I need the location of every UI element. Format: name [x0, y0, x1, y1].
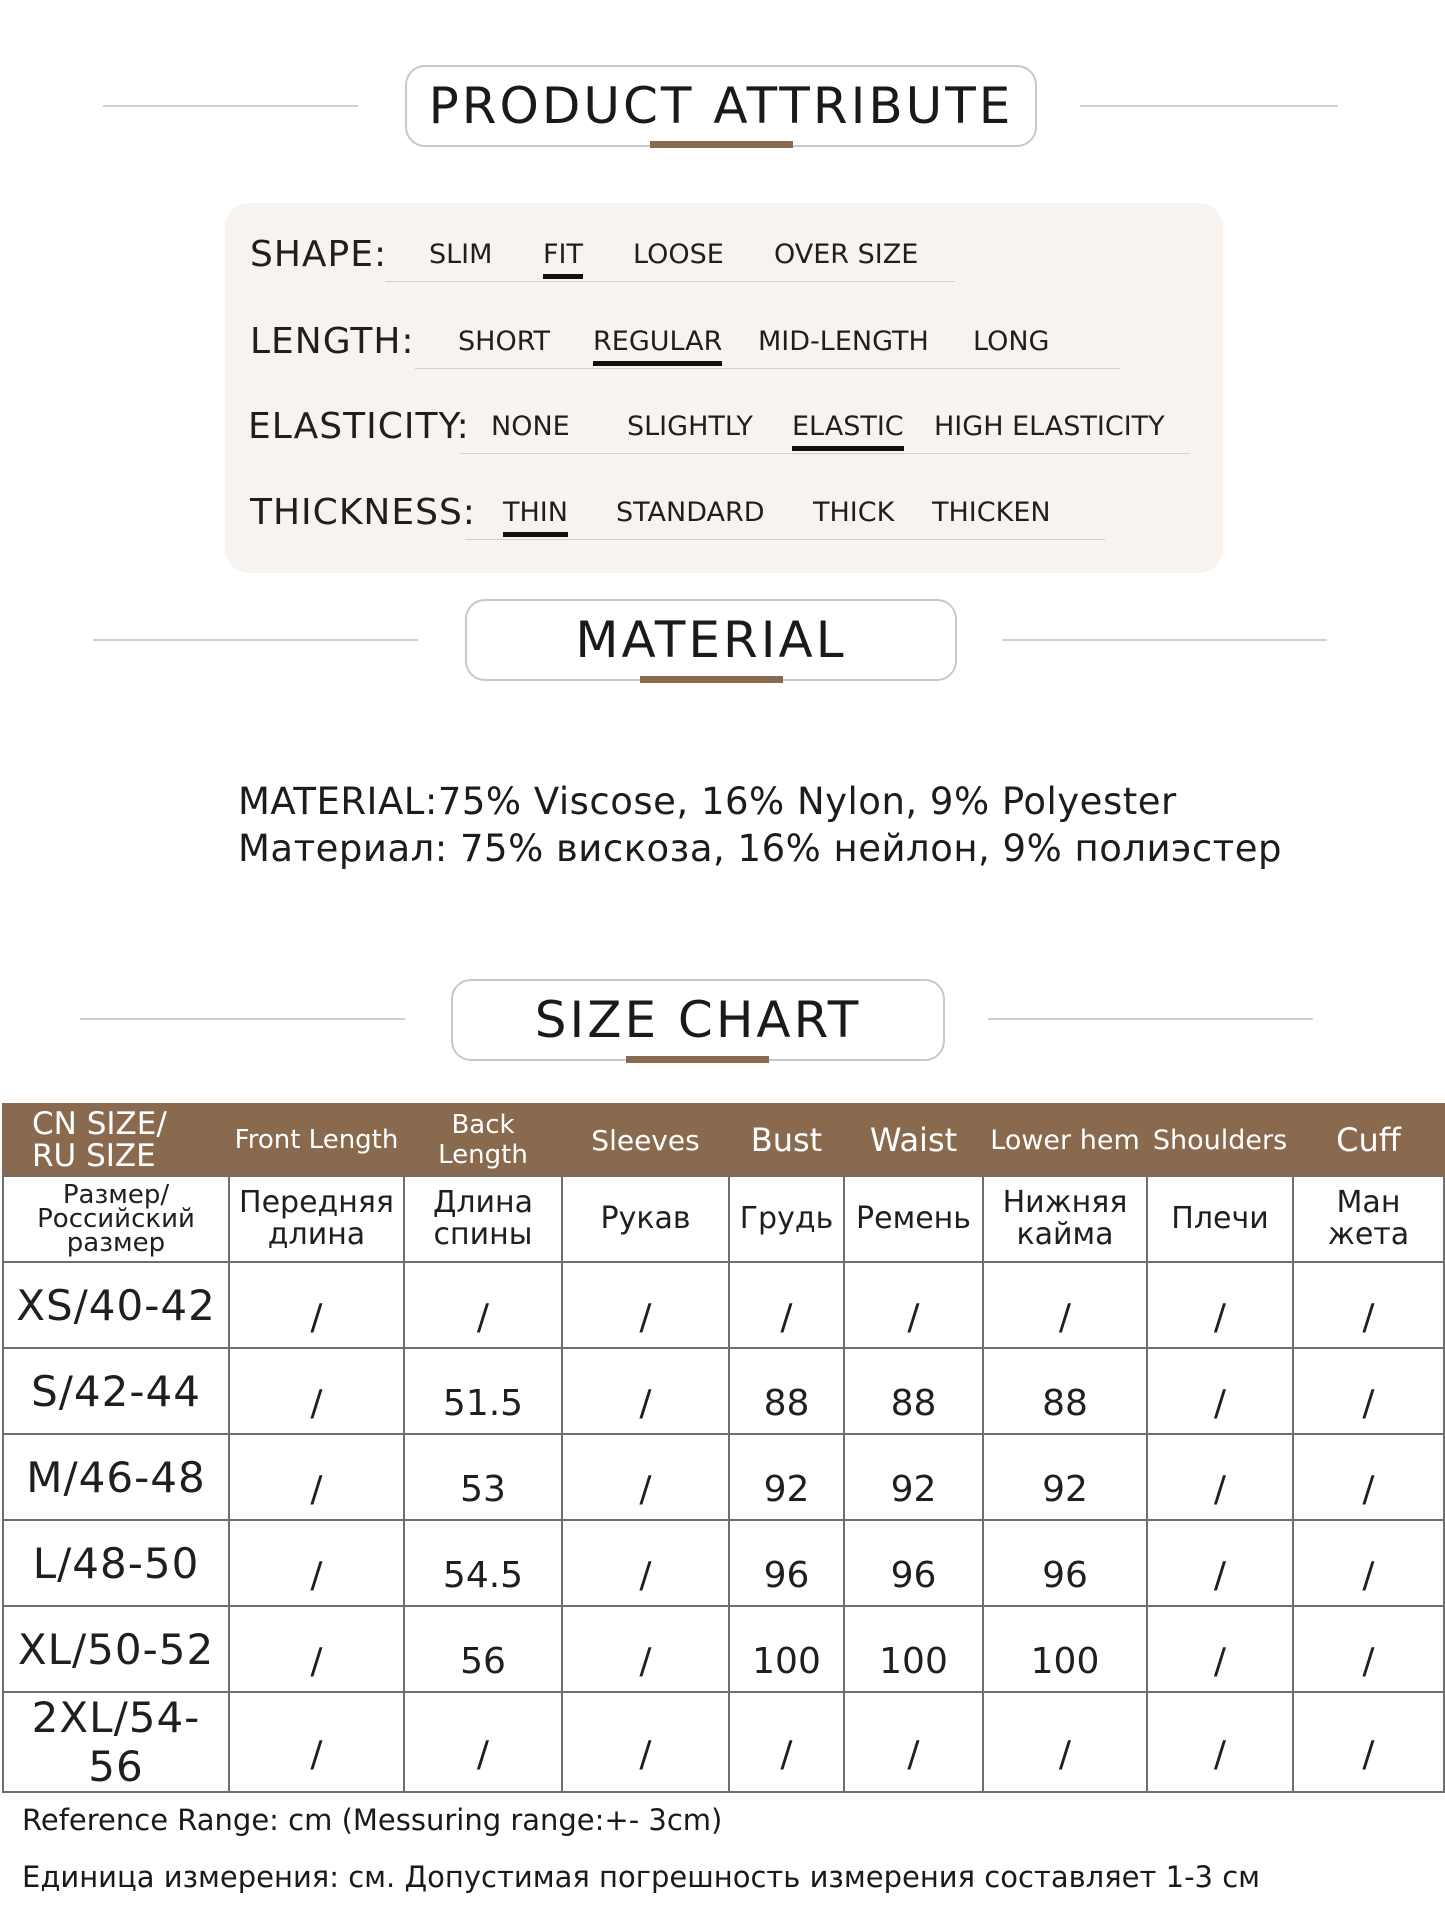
divider-line — [80, 1018, 405, 1020]
attribute-label: THICKNESS: — [250, 492, 476, 533]
table-cell: / — [1293, 1262, 1444, 1348]
table-cell-size: 2XL/54-56 — [3, 1692, 229, 1792]
table-cell: / — [844, 1692, 983, 1792]
table-cell: / — [1147, 1606, 1293, 1692]
table-row — [3, 1606, 1444, 1692]
column-header: Sleeves — [562, 1104, 729, 1176]
table-row — [3, 1262, 1444, 1348]
table-cell: / — [562, 1692, 729, 1792]
table-cell: 92 — [983, 1434, 1147, 1520]
attribute-option: MID-LENGTH — [758, 326, 929, 357]
attribute-option-selected: FIT — [543, 239, 583, 270]
attribute-option: STANDARD — [616, 497, 765, 528]
table-cell: / — [229, 1606, 404, 1692]
table-cell: / — [729, 1262, 844, 1348]
table-row — [3, 1434, 1444, 1520]
table-cell: / — [404, 1692, 562, 1792]
attribute-option: SLIGHTLY — [627, 411, 753, 442]
divider-line — [93, 639, 418, 641]
table-cell: / — [229, 1262, 404, 1348]
table-cell: Ремень — [844, 1176, 983, 1262]
table-cell: 54.5 — [404, 1520, 562, 1606]
attribute-row-shape — [225, 229, 1223, 289]
material-text-ru: Материал: 75% вискоза, 16% нейлон, 9% полиэстер — [238, 827, 1282, 870]
table-cell: / — [1293, 1692, 1444, 1792]
table-cell: / — [1293, 1348, 1444, 1434]
table-cell: / — [229, 1348, 404, 1434]
table-cell: 56 — [404, 1606, 562, 1692]
reference-note-en: Reference Range: cm (Messuring range:+- 3cm) — [22, 1803, 723, 1837]
divider-line — [1002, 639, 1327, 641]
attribute-option: LONG — [973, 326, 1050, 357]
table-cell: Грудь — [729, 1176, 844, 1262]
table-cell: 88 — [729, 1348, 844, 1434]
table-cell: / — [729, 1692, 844, 1792]
table-cell: Длина спины — [404, 1176, 562, 1262]
divider-line — [103, 105, 358, 107]
material-text-en: MATERIAL:75% Viscose, 16% Nylon, 9% Polyester — [238, 780, 1177, 823]
table-row — [3, 1348, 1444, 1434]
table-cell: / — [1147, 1434, 1293, 1520]
attribute-row-thickness — [225, 487, 1223, 547]
column-header: Bust — [729, 1104, 844, 1176]
table-row — [3, 1692, 1444, 1792]
table-cell: / — [562, 1348, 729, 1434]
table-cell: / — [229, 1520, 404, 1606]
column-header: Back Length — [404, 1104, 562, 1176]
table-cell: 53 — [404, 1434, 562, 1520]
table-cell: / — [562, 1606, 729, 1692]
attribute-option-selected: ELASTIC — [792, 411, 904, 442]
attribute-option: OVER SIZE — [774, 239, 919, 270]
table-cell: 92 — [729, 1434, 844, 1520]
column-header — [3, 1104, 229, 1176]
table-row-ru-header — [3, 1176, 1444, 1262]
table-row — [3, 1520, 1444, 1606]
table-cell: / — [562, 1520, 729, 1606]
table-cell: / — [229, 1434, 404, 1520]
table-cell: / — [1293, 1606, 1444, 1692]
table-cell: Рукав — [562, 1176, 729, 1262]
table-cell: 88 — [844, 1348, 983, 1434]
table-cell: / — [562, 1434, 729, 1520]
attribute-label: LENGTH: — [250, 321, 415, 362]
divider-line — [988, 1018, 1313, 1020]
divider-line — [1080, 105, 1338, 107]
table-cell: Плечи — [1147, 1176, 1293, 1262]
attribute-panel — [225, 203, 1223, 573]
table-cell-size: XS/40-42 — [3, 1262, 229, 1348]
attribute-option: LOOSE — [633, 239, 724, 270]
title-accent-bar — [640, 676, 783, 683]
table-cell-size: S/42-44 — [3, 1348, 229, 1434]
table-cell: 100 — [729, 1606, 844, 1692]
table-cell: 100 — [844, 1606, 983, 1692]
column-header: Front Length — [229, 1104, 404, 1176]
size-chart-table — [2, 1103, 1445, 1793]
attribute-label: ELASTICITY: — [248, 406, 470, 447]
table-cell: 92 — [844, 1434, 983, 1520]
reference-note-ru: Единица измерения: см. Допустимая погрешность измерения составляет 1-3 см — [22, 1860, 1261, 1894]
table-cell: 88 — [983, 1348, 1147, 1434]
table-cell: 96 — [729, 1520, 844, 1606]
attribute-option-selected: REGULAR — [593, 326, 723, 357]
table-cell: Передняя длина — [229, 1176, 404, 1262]
column-header: Waist — [844, 1104, 983, 1176]
table-cell: / — [1147, 1692, 1293, 1792]
attribute-option: THICK — [813, 497, 895, 528]
column-header: Cuff — [1293, 1104, 1444, 1176]
table-cell: 100 — [983, 1606, 1147, 1692]
row-underline — [415, 368, 1120, 369]
attribute-row-length — [225, 316, 1223, 376]
table-cell: / — [844, 1262, 983, 1348]
table-cell: Ман жета — [1293, 1176, 1444, 1262]
row-underline — [465, 539, 1105, 540]
row-underline — [385, 281, 955, 282]
table-cell-size: XL/50-52 — [3, 1606, 229, 1692]
table-cell: / — [1147, 1262, 1293, 1348]
table-cell: / — [983, 1262, 1147, 1348]
attribute-option-selected: THIN — [503, 497, 568, 528]
attribute-option: HIGH ELASTICITY — [934, 411, 1165, 442]
table-header-row — [3, 1104, 1444, 1176]
table-cell: / — [1147, 1348, 1293, 1434]
table-cell: / — [229, 1692, 404, 1792]
table-cell: Нижняя кайма — [983, 1176, 1147, 1262]
table-cell: / — [562, 1262, 729, 1348]
table-cell: / — [1147, 1520, 1293, 1606]
table-cell: / — [404, 1262, 562, 1348]
table-cell: / — [1293, 1520, 1444, 1606]
table-cell-size: L/48-50 — [3, 1520, 229, 1606]
table-cell: / — [983, 1692, 1147, 1792]
column-header: Lower hem — [983, 1104, 1147, 1176]
table-cell: 96 — [983, 1520, 1147, 1606]
title-accent-bar — [626, 1056, 769, 1063]
attribute-option: NONE — [491, 411, 570, 442]
table-cell: / — [1293, 1434, 1444, 1520]
header-cn-ru-size: CN SIZE/ RU SIZE — [32, 1106, 167, 1174]
table-cell-size: M/46-48 — [3, 1434, 229, 1520]
table-cell: Размер/ Российский размер — [3, 1176, 229, 1262]
attribute-option: THICKEN — [932, 497, 1051, 528]
section-title-attribute: PRODUCT ATTRIBUTE — [405, 65, 1037, 147]
table-cell: 96 — [844, 1520, 983, 1606]
attribute-label: SHAPE: — [250, 234, 388, 275]
table-cell: 51.5 — [404, 1348, 562, 1434]
attribute-row-elasticity — [225, 401, 1223, 461]
column-header: Shoulders — [1147, 1104, 1293, 1176]
attribute-option: SLIM — [429, 239, 493, 270]
title-accent-bar — [650, 141, 793, 148]
section-title-size-chart: SIZE CHART — [451, 979, 945, 1061]
section-title-material: MATERIAL — [465, 599, 957, 681]
attribute-option: SHORT — [458, 326, 550, 357]
row-underline — [460, 453, 1190, 454]
